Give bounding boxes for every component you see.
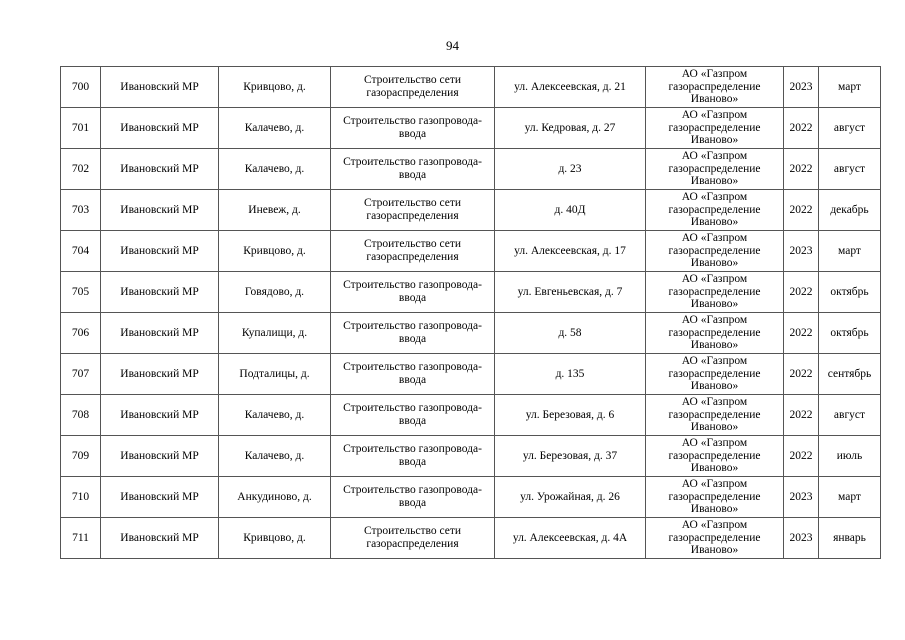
table-row — [61, 313, 881, 354]
year-cell: 2023 — [784, 518, 819, 559]
settlement-cell: Кривцово, д. — [219, 67, 331, 108]
district-cell: Ивановский МР — [101, 190, 219, 231]
organization-cell: АО «Газпром газораспределение Иваново» — [646, 313, 784, 354]
district-cell: Ивановский МР — [101, 149, 219, 190]
settlement-cell: Калачево, д. — [219, 149, 331, 190]
work-type-cell: Строительство газопровода-ввода — [331, 354, 495, 395]
work-type-cell: Строительство сети газораспределения — [331, 190, 495, 231]
row-number: 705 — [61, 272, 101, 313]
settlement-cell: Купалищи, д. — [219, 313, 331, 354]
district-cell: Ивановский МР — [101, 313, 219, 354]
district-cell: Ивановский МР — [101, 395, 219, 436]
row-number: 710 — [61, 477, 101, 518]
row-number: 707 — [61, 354, 101, 395]
table-row — [61, 190, 881, 231]
month-cell: март — [819, 67, 881, 108]
address-cell: ул. Алексеевская, д. 21 — [495, 67, 646, 108]
district-cell: Ивановский МР — [101, 108, 219, 149]
month-cell: октябрь — [819, 313, 881, 354]
district-cell: Ивановский МР — [101, 272, 219, 313]
month-cell: октябрь — [819, 272, 881, 313]
settlement-cell: Кривцово, д. — [219, 231, 331, 272]
work-type-cell: Строительство газопровода-ввода — [331, 395, 495, 436]
row-number: 706 — [61, 313, 101, 354]
table-row — [61, 395, 881, 436]
month-cell: август — [819, 108, 881, 149]
address-cell: ул. Алексеевская, д. 17 — [495, 231, 646, 272]
address-cell: ул. Березовая, д. 6 — [495, 395, 646, 436]
organization-cell: АО «Газпром газораспределение Иваново» — [646, 436, 784, 477]
address-cell: д. 58 — [495, 313, 646, 354]
work-type-cell: Строительство газопровода-ввода — [331, 272, 495, 313]
row-number: 704 — [61, 231, 101, 272]
table-row — [61, 108, 881, 149]
work-type-cell: Строительство газопровода-ввода — [331, 477, 495, 518]
month-cell: декабрь — [819, 190, 881, 231]
organization-cell: АО «Газпром газораспределение Иваново» — [646, 231, 784, 272]
year-cell: 2022 — [784, 190, 819, 231]
year-cell: 2022 — [784, 395, 819, 436]
settlement-cell: Иневеж, д. — [219, 190, 331, 231]
month-cell: август — [819, 395, 881, 436]
district-cell: Ивановский МР — [101, 67, 219, 108]
organization-cell: АО «Газпром газораспределение Иваново» — [646, 272, 784, 313]
district-cell: Ивановский МР — [101, 231, 219, 272]
year-cell: 2022 — [784, 108, 819, 149]
work-type-cell: Строительство сети газораспределения — [331, 231, 495, 272]
address-cell: ул. Березовая, д. 37 — [495, 436, 646, 477]
table-row — [61, 477, 881, 518]
row-number: 702 — [61, 149, 101, 190]
address-cell: д. 23 — [495, 149, 646, 190]
year-cell: 2022 — [784, 149, 819, 190]
organization-cell: АО «Газпром газораспределение Иваново» — [646, 518, 784, 559]
settlement-cell: Кривцово, д. — [219, 518, 331, 559]
page-number: 94 — [446, 38, 459, 53]
organization-cell: АО «Газпром газораспределение Иваново» — [646, 149, 784, 190]
month-cell: март — [819, 231, 881, 272]
settlement-cell: Подталицы, д. — [219, 354, 331, 395]
organization-cell: АО «Газпром газораспределение Иваново» — [646, 354, 784, 395]
year-cell: 2022 — [784, 313, 819, 354]
year-cell: 2022 — [784, 354, 819, 395]
year-cell: 2023 — [784, 477, 819, 518]
work-type-cell: Строительство газопровода-ввода — [331, 108, 495, 149]
organization-cell: АО «Газпром газораспределение Иваново» — [646, 190, 784, 231]
work-type-cell: Строительство сети газораспределения — [331, 518, 495, 559]
year-cell: 2023 — [784, 231, 819, 272]
district-cell: Ивановский МР — [101, 518, 219, 559]
table-row — [61, 149, 881, 190]
work-type-cell: Строительство газопровода-ввода — [331, 436, 495, 477]
district-cell: Ивановский МР — [101, 436, 219, 477]
address-cell: ул. Кедровая, д. 27 — [495, 108, 646, 149]
settlement-cell: Говядово, д. — [219, 272, 331, 313]
row-number: 708 — [61, 395, 101, 436]
work-type-cell: Строительство газопровода-ввода — [331, 313, 495, 354]
district-cell: Ивановский МР — [101, 354, 219, 395]
table-row — [61, 231, 881, 272]
settlement-cell: Калачево, д. — [219, 436, 331, 477]
table-row — [61, 67, 881, 108]
year-cell: 2022 — [784, 272, 819, 313]
settlement-cell: Калачево, д. — [219, 108, 331, 149]
table-row — [61, 272, 881, 313]
table-body — [61, 67, 881, 559]
table-row — [61, 436, 881, 477]
row-number: 709 — [61, 436, 101, 477]
year-cell: 2023 — [784, 67, 819, 108]
organization-cell: АО «Газпром газораспределение Иваново» — [646, 108, 784, 149]
month-cell: март — [819, 477, 881, 518]
gasification-table — [60, 66, 881, 559]
organization-cell: АО «Газпром газораспределение Иваново» — [646, 67, 784, 108]
table-row — [61, 518, 881, 559]
month-cell: июль — [819, 436, 881, 477]
address-cell: ул. Алексеевская, д. 4А — [495, 518, 646, 559]
work-type-cell: Строительство газопровода-ввода — [331, 149, 495, 190]
year-cell: 2022 — [784, 436, 819, 477]
address-cell: ул. Евгеньевская, д. 7 — [495, 272, 646, 313]
row-number: 703 — [61, 190, 101, 231]
month-cell: август — [819, 149, 881, 190]
work-type-cell: Строительство сети газораспределения — [331, 67, 495, 108]
table-row — [61, 354, 881, 395]
organization-cell: АО «Газпром газораспределение Иваново» — [646, 477, 784, 518]
row-number: 701 — [61, 108, 101, 149]
district-cell: Ивановский МР — [101, 477, 219, 518]
row-number: 711 — [61, 518, 101, 559]
address-cell: д. 135 — [495, 354, 646, 395]
settlement-cell: Калачево, д. — [219, 395, 331, 436]
row-number: 700 — [61, 67, 101, 108]
organization-cell: АО «Газпром газораспределение Иваново» — [646, 395, 784, 436]
address-cell: ул. Урожайная, д. 26 — [495, 477, 646, 518]
settlement-cell: Анкудиново, д. — [219, 477, 331, 518]
month-cell: январь — [819, 518, 881, 559]
address-cell: д. 40Д — [495, 190, 646, 231]
month-cell: сентябрь — [819, 354, 881, 395]
